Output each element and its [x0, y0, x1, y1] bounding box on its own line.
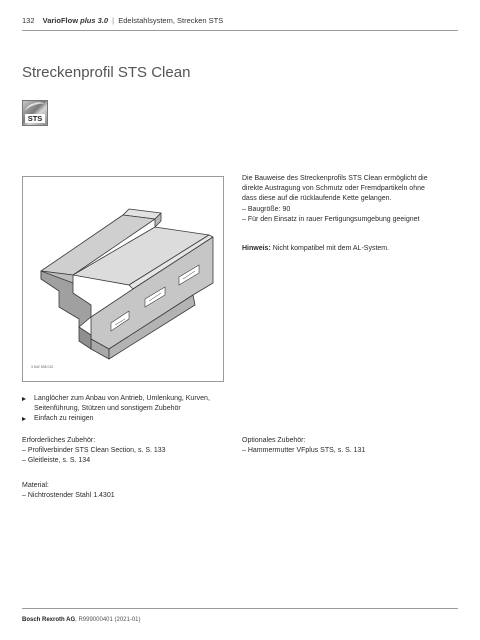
- page-number: 132: [22, 16, 35, 25]
- feature-item: [22, 394, 242, 404]
- description-line: – Baugröße: 90: [242, 205, 291, 213]
- sts-system-icon: [22, 100, 48, 126]
- hint-text: Nicht kompatibel mit dem AL-System.: [270, 245, 390, 253]
- feature-text: Einfach zu reinigen: [34, 415, 94, 423]
- profile-drawing: [23, 177, 225, 383]
- product-figure: [22, 176, 224, 382]
- material-heading: Material:: [22, 482, 49, 489]
- description-line: – Für den Einsatz in rauer Fertigungsumgebung geeignet: [242, 215, 420, 223]
- description-line: dass diese auf die rücklaufende Kette gelangen.: [242, 195, 392, 203]
- header-rule: [22, 30, 458, 31]
- material-section: [22, 481, 115, 501]
- product-description: [242, 174, 462, 254]
- brand-suffix: plus 3.0: [80, 16, 109, 25]
- material-item: – Nichtrostender Stahl 1.4301: [22, 492, 115, 500]
- section-title: Edelstahlsystem, Strecken STS: [118, 16, 224, 25]
- feature-continuation: [22, 404, 242, 414]
- document-reference: , R999000401 (2021-01): [75, 617, 141, 623]
- bullet-triangle-icon: [22, 417, 26, 421]
- description-line: Die Bauweise des Streckenprofils STS Clean ermöglicht die: [242, 175, 428, 182]
- header-separator: |: [112, 16, 115, 25]
- running-header: [22, 16, 223, 25]
- required-accessories: [22, 436, 166, 467]
- feature-list: [22, 394, 242, 425]
- figure-id: 3 842 538 012: [31, 365, 54, 369]
- feature-text: Seitenführung, Stützen und sonstigem Zubehör: [34, 405, 181, 413]
- required-item: – Profilverbinder STS Clean Section, s. S. 133: [22, 447, 166, 455]
- footer-rule: [22, 608, 458, 609]
- bullet-triangle-icon: [22, 397, 26, 401]
- company-name: Bosch Rexroth AG: [22, 617, 76, 623]
- hint-label: Hinweis:: [242, 245, 271, 253]
- brand-name: VarioFlow: [42, 16, 79, 25]
- required-item: – Gleitleiste, s. S. 134: [22, 457, 91, 465]
- page-title: Streckenprofil STS Clean: [22, 64, 191, 81]
- optional-accessories: [242, 436, 365, 456]
- feature-item: [22, 414, 242, 424]
- page-footer: [22, 617, 141, 623]
- optional-heading: Optionales Zubehör:: [242, 437, 306, 444]
- compatibility-note: [242, 244, 462, 254]
- required-heading: Erforderliches Zubehör:: [22, 437, 96, 444]
- optional-item: – Hammermutter VFplus STS, s. S. 131: [242, 447, 366, 455]
- description-line: direkte Austragung von Schmutz oder Fremdpartikeln ohne: [242, 185, 425, 193]
- feature-text: Langlöcher zum Anbau von Antrieb, Umlenkung, Kurven,: [34, 395, 210, 402]
- badge-label: STS: [25, 114, 45, 123]
